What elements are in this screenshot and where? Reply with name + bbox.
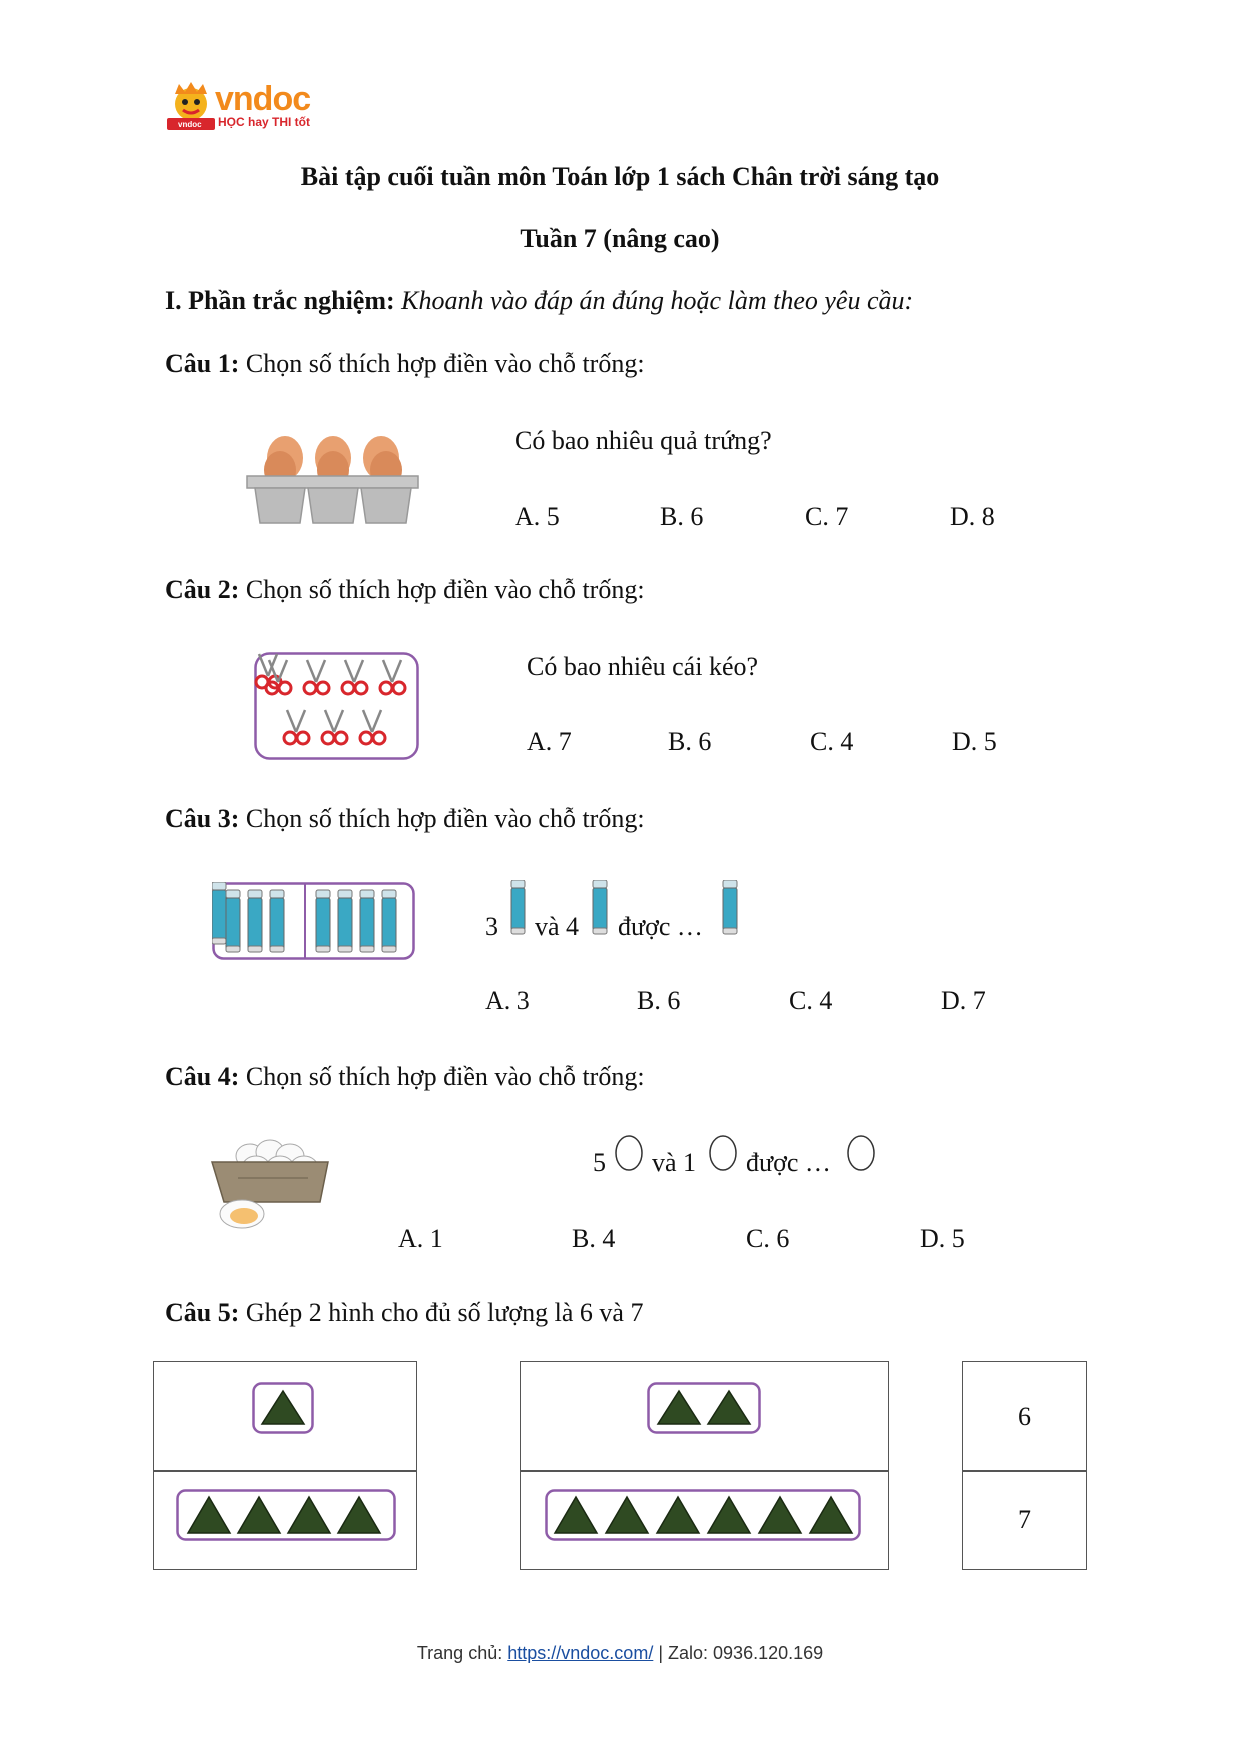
q1-prompt: Chọn số thích hợp điền vào chỗ trống: xyxy=(245,349,645,378)
egg-icon xyxy=(614,1132,644,1172)
q5-left-top-group xyxy=(252,1382,314,1434)
section-heading xyxy=(165,286,913,316)
page-footer xyxy=(0,1643,1240,1664)
q1-label: Câu 1: xyxy=(165,349,240,378)
q4-expr-result: được … xyxy=(746,1148,831,1177)
q3-option-d[interactable]: D. 7 xyxy=(941,986,986,1015)
q4-label: Câu 4: xyxy=(165,1062,240,1091)
q2-option-b[interactable]: B. 6 xyxy=(668,727,712,756)
section-title: I. Phần trắc nghiệm: xyxy=(165,286,395,315)
q1-question: Có bao nhiêu quả trứng? xyxy=(515,426,772,455)
page-title: Bài tập cuối tuần môn Toán lớp 1 sách Chân trời sáng tạo xyxy=(300,162,940,191)
battery-icon xyxy=(720,880,740,936)
battery-icon xyxy=(508,880,528,936)
q2-option-d[interactable]: D. 5 xyxy=(952,727,997,756)
q5-left-bottom-group xyxy=(176,1489,396,1541)
footer-prefix: Trang chủ: xyxy=(416,1643,503,1663)
footer-home-link[interactable]: https://vndoc.com/ xyxy=(507,1643,654,1663)
q2-option-a[interactable]: A. 7 xyxy=(527,727,572,756)
q2-prompt: Chọn số thích hợp điền vào chỗ trống: xyxy=(245,575,645,604)
q3-expr-result: được … xyxy=(618,912,703,941)
q5-label: Câu 5: xyxy=(165,1298,240,1327)
q1-option-b[interactable]: B. 6 xyxy=(660,502,704,531)
q4-option-b[interactable]: B. 4 xyxy=(572,1224,616,1253)
q4-option-d[interactable]: D. 5 xyxy=(920,1224,965,1253)
q4-expr-and: và 1 xyxy=(652,1148,697,1177)
q5-middle-bottom-group xyxy=(545,1489,861,1541)
battery-icon xyxy=(590,880,610,936)
egg-icon xyxy=(708,1132,738,1172)
q5-middle-top-group xyxy=(647,1382,761,1434)
scissors-image xyxy=(254,652,419,760)
section-instruction: Khoanh vào đáp án đúng hoặc làm theo yêu cầu: xyxy=(401,286,914,315)
q2-option-c[interactable]: C. 4 xyxy=(810,727,854,756)
egg-carton-image xyxy=(245,428,420,526)
q4-option-a[interactable]: A. 1 xyxy=(398,1224,443,1253)
page-subtitle: Tuần 7 (nâng cao) xyxy=(520,224,720,253)
q5-middle-top-cell[interactable] xyxy=(520,1361,889,1472)
q1-option-d[interactable]: D. 8 xyxy=(950,502,995,531)
q4-option-c[interactable]: C. 6 xyxy=(746,1224,790,1253)
q1-option-c[interactable]: C. 7 xyxy=(805,502,849,531)
q5-header xyxy=(165,1298,643,1328)
q2-question: Có bao nhiêu cái kéo? xyxy=(527,652,759,681)
egg-tray-image xyxy=(208,1138,333,1230)
q5-prompt: Ghép 2 hình cho đủ số lượng là 6 và 7 xyxy=(245,1298,644,1327)
q4-header xyxy=(165,1062,645,1092)
q2-label: Câu 2: xyxy=(165,575,240,604)
logo-slogan: HỌC hay THI tốt xyxy=(218,115,310,129)
q1-option-a[interactable]: A. 5 xyxy=(515,502,560,531)
q3-option-b[interactable]: B. 6 xyxy=(637,986,681,1015)
q5-number-7: 7 xyxy=(1018,1505,1031,1534)
q5-left-top-cell[interactable] xyxy=(153,1361,417,1472)
q3-label: Câu 3: xyxy=(165,804,240,833)
q4-prompt: Chọn số thích hợp điền vào chỗ trống: xyxy=(245,1062,645,1091)
q4-expr-n1: 5 xyxy=(593,1148,606,1177)
logo-badge: vndoc xyxy=(178,120,202,129)
battery-icon xyxy=(212,882,226,944)
q5-number-7-cell[interactable] xyxy=(962,1470,1087,1570)
q2-header xyxy=(165,575,645,605)
q3-prompt: Chọn số thích hợp điền vào chỗ trống: xyxy=(245,804,645,833)
q5-left-bottom-cell[interactable] xyxy=(153,1470,417,1570)
q3-header xyxy=(165,804,645,834)
q3-expr-and: và 4 xyxy=(535,912,580,941)
batteries-image xyxy=(212,882,415,960)
footer-contact: | Zalo: 0936.120.169 xyxy=(658,1643,824,1663)
egg-icon xyxy=(846,1132,876,1172)
q3-expr-n1: 3 xyxy=(485,912,498,941)
q5-number-6: 6 xyxy=(1018,1401,1031,1431)
q1-header xyxy=(165,349,645,379)
q5-number-6-cell[interactable] xyxy=(962,1361,1087,1472)
q5-middle-bottom-cell[interactable] xyxy=(520,1470,889,1570)
logo-brand: vndoc xyxy=(215,80,311,118)
q3-option-a[interactable]: A. 3 xyxy=(485,986,530,1015)
q3-option-c[interactable]: C. 4 xyxy=(789,986,833,1015)
